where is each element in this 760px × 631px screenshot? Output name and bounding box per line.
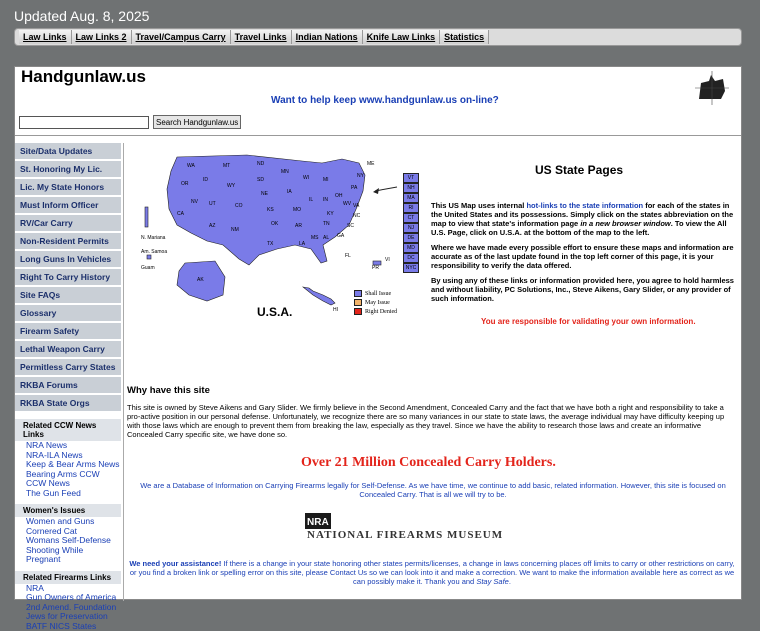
topnav-link-4[interactable]: Indian Nations (292, 30, 363, 44)
responsible-notice: You are responsible for validating your own information. (481, 317, 696, 326)
sidebar-link[interactable]: Womans Self-Defense (15, 536, 121, 546)
state-link-ne[interactable]: NE (261, 191, 269, 197)
state-link-ar[interactable]: AR (295, 223, 302, 229)
map-label-hi: HI (333, 307, 338, 313)
topnav-link-0[interactable]: Law Links (19, 30, 72, 44)
assistance-text: We need your assistance! If there is a change in your state honoring other states permits/licenses, a change in laws concerning places off limits to carry or other restrictions on carry, or you find a broken link or spelling error on this site, please Contact Us so we can look into it and make a correction. We want to make the information available here as correct as we can possibly make it. Thank you and Stay Safe. (129, 559, 735, 586)
sidebar-link[interactable]: Jews for Preservation (15, 612, 121, 622)
topnav-link-3[interactable]: Travel Links (231, 30, 292, 44)
sidebar-link[interactable]: NRA (15, 584, 121, 594)
map-n-mariana (145, 207, 148, 227)
hot-links-link[interactable]: hot-links to the state information (526, 201, 643, 210)
legend-row (354, 298, 397, 307)
state-link-fl[interactable]: FL (345, 253, 351, 259)
topnav-link-6[interactable]: Statistics (440, 30, 489, 44)
sidebar-link[interactable]: Women and Guns (15, 517, 121, 527)
state-link-mo[interactable]: MO (293, 207, 301, 213)
main-page (14, 66, 742, 600)
sidebar-item-14[interactable]: RKBA State Orgs (15, 395, 121, 413)
search-button[interactable]: Search Handgunlaw.us (153, 115, 241, 129)
sidebar-link[interactable]: Pregnant (15, 555, 121, 565)
map-guam (147, 255, 151, 259)
state-link-oh[interactable]: OH (335, 193, 343, 199)
database-text: We are a Database of Information on Carrying Firearms legally for Self-Defense. As we have time, we continue to add basic, related information. However, this site is focused on Concealed Carry. That is all we will try to be. (133, 481, 733, 499)
state-link-ks[interactable]: KS (267, 207, 274, 213)
map-continental-us (167, 155, 365, 265)
usa-link[interactable]: U.S.A. (257, 305, 292, 319)
state-link-me[interactable]: ME (367, 161, 375, 167)
sidebar-item-9[interactable]: Glossary (15, 305, 121, 323)
sidebar-item-1[interactable]: St. Honoring My Lic. (15, 161, 121, 179)
map-label-am-samoa: Am. Samoa (141, 249, 167, 255)
sidebar-group-title: Related CCW News Links (15, 419, 121, 441)
legend-swatch (354, 299, 362, 306)
topnav-link-1[interactable]: Law Links 2 (72, 30, 132, 44)
state-link-nc[interactable]: NC (353, 213, 361, 219)
state-link-wi[interactable]: WI (303, 175, 309, 181)
sidebar-link[interactable]: The Gun Feed (15, 489, 121, 499)
state-link-nv[interactable]: NV (191, 199, 199, 205)
small-states-list (403, 173, 419, 273)
svg-text:NRA: NRA (307, 517, 329, 528)
legend-swatch (354, 290, 362, 297)
state-link-in[interactable]: IN (323, 197, 328, 203)
legend-row (354, 307, 397, 316)
top-navigation (14, 28, 742, 46)
why-title: Why have this site (127, 385, 210, 396)
topnav-link-5[interactable]: Knife Law Links (363, 30, 441, 44)
state-link-pa[interactable]: PA (351, 185, 358, 191)
header-divider (15, 135, 741, 136)
state-map-logo-icon (693, 69, 731, 107)
state-link-ia[interactable]: IA (287, 189, 292, 195)
search-input[interactable] (19, 116, 149, 129)
state-link-ny[interactable]: NY (357, 173, 365, 179)
sidebar-link[interactable]: Cornered Cat (15, 527, 121, 537)
sidebar-link[interactable]: Bearing Arms CCW (15, 470, 121, 480)
sidebar-link[interactable]: Shooting While (15, 546, 121, 556)
state-link-sd[interactable]: SD (257, 177, 264, 183)
million-holders: Over 21 Million Concealed Carry Holders. (301, 455, 556, 471)
map-label-vi: VI (385, 257, 390, 263)
sidebar-item-7[interactable]: Right To Carry History (15, 269, 121, 287)
map-hawaii (303, 287, 335, 305)
sidebar-item-13[interactable]: RKBA Forums (15, 377, 121, 395)
sidebar-group-2 (15, 571, 121, 631)
state-link-ky[interactable]: KY (327, 211, 334, 217)
state-link-id[interactable]: ID (203, 177, 208, 183)
why-text: This site is owned by Steve Aikens and Gary Slider. We firmly believe in the Second Amendment, Concealed Carry and the fact that we have both a right and responsibility to take a pro-active position in our personal defense. Unfortunately, we recognize there are so many variances in our state to state laws, the average individual may have difficulty keeping up with those laws which are enough to prevent them from breaking the law, especially as they travel. Since we have the ability to research those laws and create an informative Concealed Carry specific site, we have done so. (127, 403, 735, 439)
state-link-la[interactable]: LA (299, 241, 306, 247)
sidebar-item-11[interactable]: Lethal Weapon Carry (15, 341, 121, 359)
state-link-va[interactable]: VA (353, 203, 360, 209)
small-state-nyc[interactable]: NYC (403, 263, 419, 273)
map-legend (354, 289, 397, 316)
map-label-n-mariana: N. Mariana (141, 235, 166, 241)
state-link-nm[interactable]: NM (231, 227, 239, 233)
svg-text:NATIONAL FIREARMS MUSEUM: NATIONAL FIREARMS MUSEUM (307, 529, 503, 541)
small-state-ma[interactable]: MA (403, 193, 419, 203)
state-link-tx[interactable]: TX (267, 241, 274, 247)
sidebar-link[interactable]: NRA-ILA News (15, 451, 121, 461)
map-label-pr: PR (372, 265, 379, 271)
sidebar (15, 143, 121, 631)
state-link-or[interactable]: OR (181, 181, 189, 187)
sidebar-link[interactable]: Gun Owners of America (15, 593, 121, 603)
map-label-guam: Guam (141, 265, 155, 271)
nra-museum-banner[interactable] (305, 513, 585, 539)
legend-swatch (354, 308, 362, 315)
sidebar-link[interactable]: 2nd Amend. Foundation (15, 603, 121, 613)
state-link-wv[interactable]: WV (343, 201, 352, 207)
sidebar-item-3[interactable]: Must Inform Officer (15, 197, 121, 215)
sidebar-item-6[interactable]: Long Guns In Vehicles (15, 251, 121, 269)
small-state-nh[interactable]: NH (403, 183, 419, 193)
sidebar-group-1 (15, 504, 121, 565)
sidebar-link[interactable]: BATF NICS States (15, 622, 121, 631)
state-link-tn[interactable]: TN (323, 221, 330, 227)
small-state-ct[interactable]: CT (403, 213, 419, 223)
state-link-ca[interactable]: CA (177, 211, 185, 217)
small-state-de[interactable]: DE (403, 233, 419, 243)
state-link-ok[interactable]: OK (271, 221, 279, 227)
state-link-mn[interactable]: MN (281, 169, 289, 175)
state-link-al[interactable]: AL (323, 235, 329, 241)
state-link-az[interactable]: AZ (209, 223, 215, 229)
state-link-ga[interactable]: GA (337, 233, 345, 239)
state-link-co[interactable]: CO (235, 203, 243, 209)
sidebar-item-10[interactable]: Firearm Safety (15, 323, 121, 341)
sidebar-group-title: Women's Issues (15, 504, 121, 517)
legend-row (354, 289, 397, 298)
sidebar-item-5[interactable]: Non-Resident Permits (15, 233, 121, 251)
sidebar-item-0[interactable]: Site/Data Updates (15, 143, 121, 161)
updated-date: Updated Aug. 8, 2025 (14, 8, 149, 24)
sidebar-divider (123, 143, 124, 601)
state-link-il[interactable]: IL (309, 197, 313, 203)
small-state-vt[interactable]: VT (403, 173, 419, 183)
sidebar-item-2[interactable]: Lic. My State Honors (15, 179, 121, 197)
small-state-nj[interactable]: NJ (403, 223, 419, 233)
state-link-wa[interactable]: WA (187, 163, 196, 169)
topnav-link-2[interactable]: Travel/Campus Carry (132, 30, 231, 44)
state-link-mt[interactable]: MT (223, 163, 230, 169)
site-title[interactable]: Handgunlaw.us (21, 67, 146, 87)
state-pages-text: This US Map uses internal hot-links to the state information for each of the states in the United States and its possessions. Simply click on the states abbreviation on the map to view that state's information page in a new browser window. To view the All U.S. Page, click on U.S.A. at the bottom of the map to the left. Where we have made every possible effort to ensure these maps and information are accurate as of the last update found in the top left corner of this page, it is your responsibility to verify the data offered. By using any of these links or information provided here, you agree to hold harmless and without liability, PC Solutions, Inc., Steve Aikens, Gary Slider, or any provider of such information. (431, 201, 735, 309)
sidebar-item-12[interactable]: Permitless Carry States (15, 359, 121, 377)
state-link-mi[interactable]: MI (323, 177, 329, 183)
map-label-ak: AK (197, 277, 204, 283)
state-link-ut[interactable]: UT (209, 201, 216, 207)
sidebar-item-8[interactable]: Site FAQs (15, 287, 121, 305)
legend-label: Right Denied (365, 309, 397, 315)
help-link[interactable]: Want to help keep www.handgunlaw.us on-line? (271, 95, 499, 106)
small-state-dc[interactable]: DC (403, 253, 419, 263)
sidebar-link[interactable]: CCW News (15, 479, 121, 489)
sidebar-group-0 (15, 419, 121, 498)
state-link-sc[interactable]: SC (347, 223, 354, 229)
state-link-ms[interactable]: MS (311, 235, 319, 241)
state-link-nd[interactable]: ND (257, 161, 265, 167)
state-pages-title: US State Pages (535, 163, 623, 177)
sidebar-item-4[interactable]: RV/Car Carry (15, 215, 121, 233)
small-state-md[interactable]: MD (403, 243, 419, 253)
small-state-ri[interactable]: RI (403, 203, 419, 213)
sidebar-group-title: Related Firearms Links (15, 571, 121, 584)
state-link-wy[interactable]: WY (227, 183, 236, 189)
sidebar-link[interactable]: NRA News (15, 441, 121, 451)
legend-label: Shall Issue (365, 291, 391, 297)
sidebar-link[interactable]: Keep & Bear Arms News (15, 460, 121, 470)
legend-label: May Issue (365, 300, 390, 306)
